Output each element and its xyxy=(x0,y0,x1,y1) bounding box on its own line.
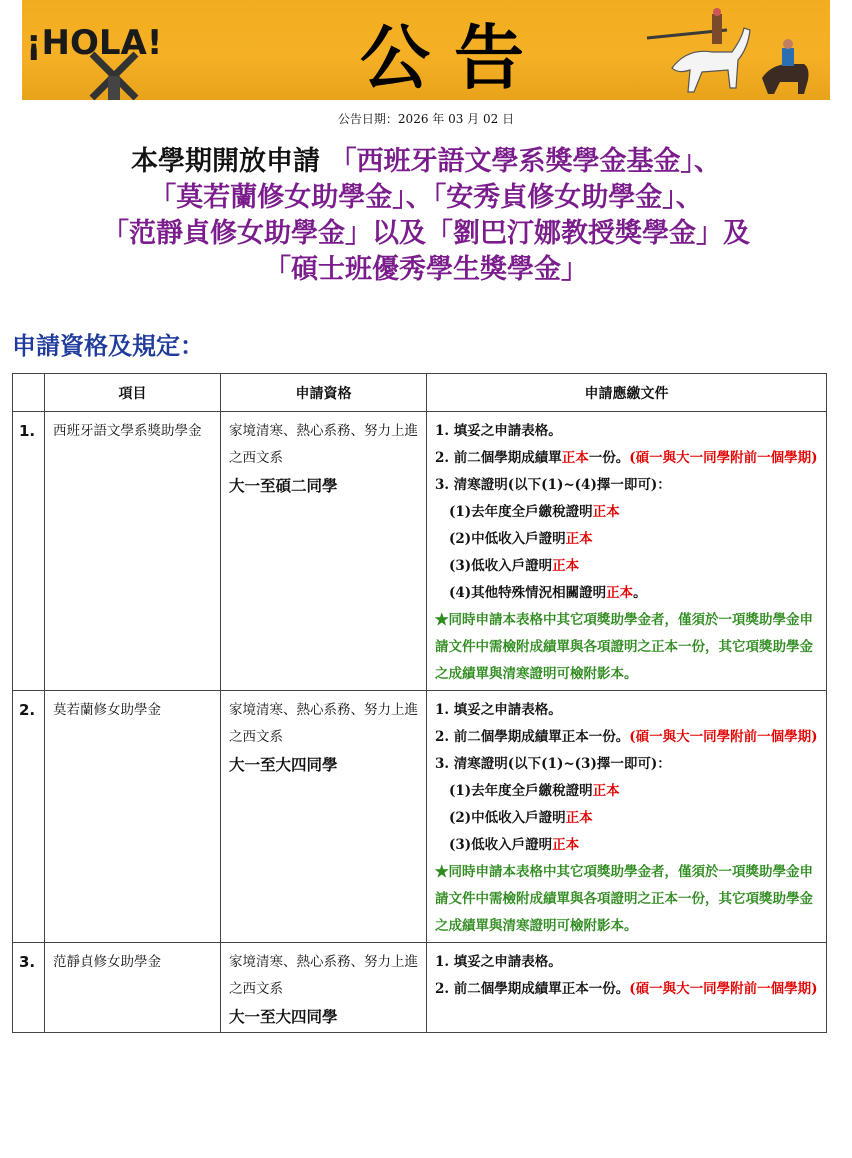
doc-3: 3. 清寒證明(以下(1)~(3)擇一即可)： xyxy=(435,756,671,772)
windmill-logo-art xyxy=(26,6,256,100)
table-header-row xyxy=(13,374,827,412)
qualification-text: 家境清寒、熱心系務、努力上進之西文系 xyxy=(229,702,418,745)
row-number: 3. xyxy=(13,943,45,1033)
row-documents xyxy=(427,943,827,1033)
header-qualification: 申請資格 xyxy=(221,374,427,412)
doc-3: 3. 清寒證明(以下(1)~(4)擇一即可)： xyxy=(435,477,671,493)
row-documents xyxy=(427,412,827,691)
headline-line-2: 「莫若蘭修女助學金」、「安秀貞修女助學金」、 xyxy=(149,182,703,213)
doc-3-sub-2: (2)中低收入戶證明正本 xyxy=(449,810,593,826)
doc-2-note: (碩一與大一同學附前一個學期) xyxy=(629,729,818,745)
doc-3-sub-3: (3)低收入戶證明正本 xyxy=(449,837,580,853)
row-qualification xyxy=(221,691,427,943)
row-item: 范靜貞修女助學金 xyxy=(45,943,221,1033)
announcement-banner xyxy=(22,0,830,100)
doc-3-sub-1: (1)去年度全戶繳稅證明正本 xyxy=(449,783,620,799)
headline-line-3: 「范靜貞修女助學金」以及「劉巴汀娜教授獎學金」及 xyxy=(102,218,750,249)
doc-note: ★同時申請本表格中其它項獎助學金者，僅須於一項獎助學金申請文件中需檢附成績單與各項證明之正本一份，其它項獎助學金之成績單與清寒證明可檢附影本。 xyxy=(435,864,813,934)
table-row xyxy=(13,412,827,691)
doc-2: 2. 前二個學期成績單正本一份。(碩一與大一同學附前一個學期) xyxy=(435,981,818,997)
doc-3-sub-1: (1)去年度全戶繳稅證明正本 xyxy=(449,504,620,520)
header-num xyxy=(13,374,45,412)
headline-prefix: 本學期開放申請 xyxy=(131,146,330,177)
section-title: 申請資格及規定： xyxy=(12,331,204,360)
headline-line-1 xyxy=(0,144,852,180)
qualification-text: 家境清寒、熱心系務、努力上進之西文系 xyxy=(229,423,418,466)
doc-1: 1. 填妥之申請表格。 xyxy=(435,954,562,970)
row-number: 2. xyxy=(13,691,45,943)
doc-2-note: (碩一與大一同學附前一個學期) xyxy=(629,450,818,466)
doc-1: 1. 填妥之申請表格。 xyxy=(435,423,562,439)
doc-2: 2. 前二個學期成績單正本一份。(碩一與大一同學附前一個學期) xyxy=(435,450,818,466)
qualification-grade: 大一至大四同學 xyxy=(229,1007,338,1026)
headline-line-1-rest: 「西班牙語文學系獎學金基金」、 xyxy=(329,146,721,177)
doc-3-sub-4: (4)其他特殊情況相關證明正本。 xyxy=(449,585,647,601)
doc-note: ★同時申請本表格中其它項獎助學金者，僅須於一項獎助學金申請文件中需檢附成績單與各項證明之正本一份，其它項獎助學金之成績單與清寒證明可檢附影本。 xyxy=(435,612,813,682)
header-item: 項目 xyxy=(45,374,221,412)
doc-1: 1. 填妥之申請表格。 xyxy=(435,702,562,718)
logo-text: ¡HOLA! xyxy=(26,23,163,63)
row-item: 西班牙語文學系獎助學金 xyxy=(45,412,221,691)
row-number: 1. xyxy=(13,412,45,691)
banner-title: 公告 xyxy=(360,17,548,99)
doc-2: 2. 前二個學期成績單正本一份。(碩一與大一同學附前一個學期) xyxy=(435,729,818,745)
scholarship-table xyxy=(12,373,827,1033)
qualification-text: 家境清寒、熱心系務、努力上進之西文系 xyxy=(229,954,418,997)
hola-logo xyxy=(26,6,256,66)
doc-3-sub-3: (3)低收入戶證明正本 xyxy=(449,558,580,574)
doc-3-sub-2: (2)中低收入戶證明正本 xyxy=(449,531,593,547)
header-documents: 申請應繳文件 xyxy=(427,374,827,412)
headline-line-4: 「碩士班優秀學生獎學金」 xyxy=(264,254,588,285)
table-row xyxy=(13,943,827,1033)
row-item: 莫若蘭修女助學金 xyxy=(45,691,221,943)
qualification-grade: 大一至大四同學 xyxy=(229,755,338,774)
table-row xyxy=(13,691,827,943)
announcement-date: 公告日期：2026 年 03 月 02 日 xyxy=(337,112,515,126)
row-documents xyxy=(427,691,827,943)
doc-2-note: (碩一與大一同學附前一個學期) xyxy=(629,981,818,997)
row-qualification xyxy=(221,943,427,1033)
row-qualification xyxy=(221,412,427,691)
qualification-grade: 大一至碩二同學 xyxy=(229,476,338,495)
don-quixote-icon xyxy=(632,8,822,98)
headline xyxy=(0,144,852,288)
